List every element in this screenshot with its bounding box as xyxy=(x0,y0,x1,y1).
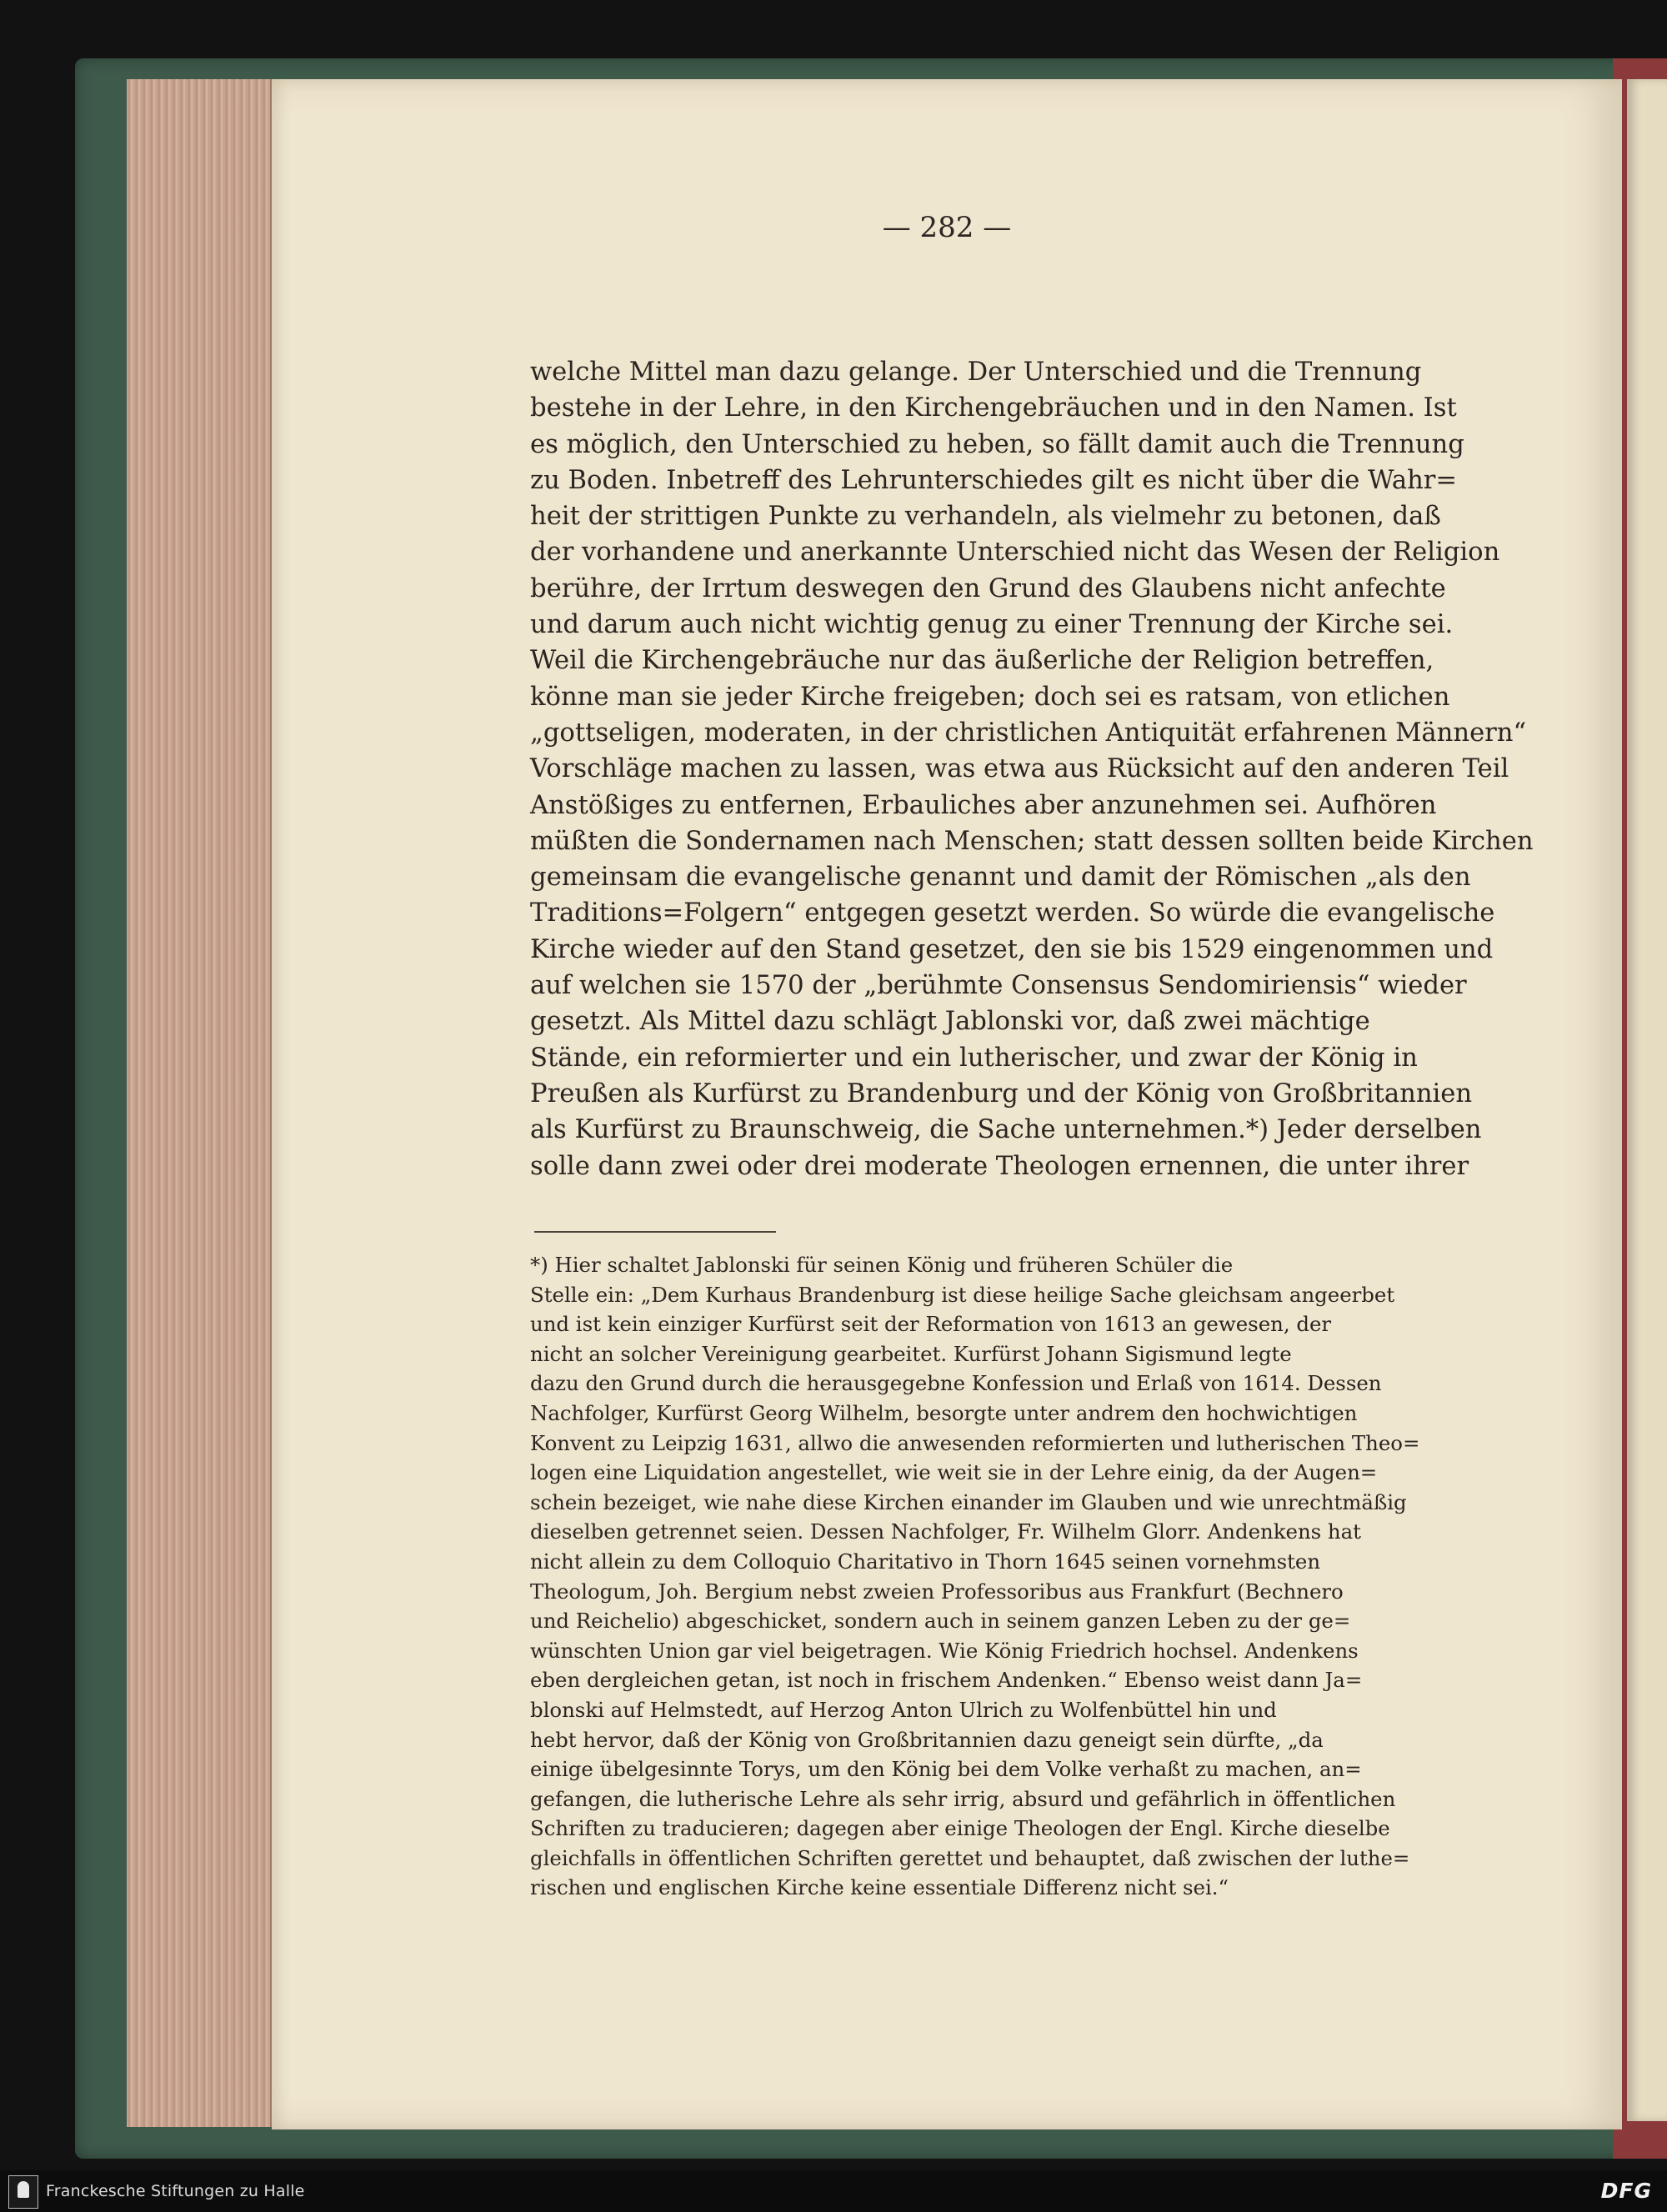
footer-institution: Franckesche Stiftungen zu Halle xyxy=(46,2182,305,2200)
footnote-line: Konvent zu Leipzig 1631, allwo die anwesenden reformierten und lutherischen Theo= xyxy=(530,1430,1420,1455)
footnote-line: wünschten Union gar viel beigetragen. Wie König Friedrich hochsel. Andenkens xyxy=(530,1638,1359,1663)
footnote-line: rischen und englischen Kirche keine essentiale Differenz nicht sei.“ xyxy=(530,1875,1229,1900)
footnote-line: dazu den Grund durch die herausgegebne Konfession und Erlaß von 1614. Dessen xyxy=(530,1371,1382,1396)
francke-foundation-logo-icon xyxy=(8,2175,38,2209)
page-stack-edges xyxy=(127,79,272,2127)
footnote-line: und ist kein einziger Kurfürst seit der Reformation von 1613 an gewesen, der xyxy=(530,1312,1332,1337)
footnote xyxy=(530,1250,1454,1903)
body-line: der vorhandene und anerkannte Unterschied nicht das Wesen der Religion xyxy=(530,538,1500,568)
footnote-line: eben dergleichen getan, ist noch in frischem Andenken.“ Ebenso weist dann Ja= xyxy=(530,1668,1363,1693)
footnote-line: Schriften zu traducieren; dagegen aber einige Theologen der Engl. Kirche dieselbe xyxy=(530,1816,1390,1841)
footnote-line: hebt hervor, daß der König von Großbritannien dazu geneigt sein dürfte, „da xyxy=(530,1727,1324,1752)
body-line: müßten die Sondernamen nach Menschen; statt dessen sollten beide Kirchen xyxy=(530,826,1534,856)
footnote-line: und Reichelio) abgeschicket, sondern auch in seinem ganzen Leben zu der ge= xyxy=(530,1609,1351,1634)
footnote-line: dieselben getrennet seien. Dessen Nachfolger, Fr. Wilhelm Glorr. Andenkens hat xyxy=(530,1519,1361,1544)
body-line: und darum auch nicht wichtig genug zu einer Trennung der Kirche sei. xyxy=(530,610,1454,640)
facing-page-edge xyxy=(1627,79,1667,2121)
body-line: heit der strittigen Punkte zu verhandeln, als vielmehr zu betonen, daß xyxy=(530,502,1441,532)
body-line: es möglich, den Unterschied zu heben, so fällt damit auch die Trennung xyxy=(530,429,1464,459)
footnote-line: blonski auf Helmstedt, auf Herzog Anton Ulrich zu Wolfenbüttel hin und xyxy=(530,1697,1277,1722)
footnote-line: Stelle ein: „Dem Kurhaus Brandenburg ist diese heilige Sache gleichsam angeerbet xyxy=(530,1282,1395,1307)
body-line: Preußen als Kurfürst zu Brandenburg und der König von Großbritannien xyxy=(530,1078,1473,1109)
footnote-line: schein bezeiget, wie nahe diese Kirchen einander im Glauben und wie unrechtmäßig xyxy=(530,1489,1407,1514)
footnote-rule xyxy=(534,1231,776,1233)
body-line: berühre, der Irrtum deswegen den Grund des Glaubens nicht anfechte xyxy=(530,573,1446,603)
footnote-line: logen eine Liquidation angestellet, wie weit sie in der Lehre einig, da der Augen= xyxy=(530,1460,1378,1485)
footnote-line: *) Hier schaltet Jablonski für seinen König und früheren Schüler die xyxy=(530,1253,1234,1277)
dfg-logo: DFG xyxy=(1600,2179,1652,2203)
book-page xyxy=(272,79,1622,2129)
footnote-line: gleichfalls in öffentlichen Schriften gerettet und behauptet, daß zwischen der luthe= xyxy=(530,1845,1410,1870)
body-line: Weil die Kirchengebräuche nur das äußerliche der Religion betreffen, xyxy=(530,646,1434,676)
body-line: zu Boden. Inbetreff des Lehrunterschiedes gilt es nicht über die Wahr= xyxy=(530,465,1458,495)
body-line: bestehe in der Lehre, in den Kirchengebräuchen und in den Namen. Ist xyxy=(530,393,1457,423)
body-line: gesetzt. Als Mittel dazu schlägt Jablonski vor, daß zwei mächtige xyxy=(530,1007,1370,1037)
footnote-line: Theologum, Joh. Bergium nebst zweien Professoribus aus Frankfurt (Bechnero xyxy=(530,1579,1344,1604)
body-line: gemeinsam die evangelische genannt und damit der Römischen „als den xyxy=(530,863,1471,893)
body-text xyxy=(530,354,1534,1184)
body-line: solle dann zwei oder drei moderate Theologen ernennen, die unter ihrer xyxy=(530,1151,1469,1181)
body-line: Traditions=Folgern“ entgegen gesetzt werden. So würde die evangelische xyxy=(530,898,1495,928)
viewer-footer xyxy=(0,2170,1667,2212)
body-line: Anstößiges zu entfernen, Erbauliches aber anzunehmen sei. Aufhören xyxy=(530,790,1437,820)
page-number: — 282 — xyxy=(882,211,1012,244)
body-line: könne man sie jeder Kirche freigeben; doch sei es ratsam, von etlichen xyxy=(530,682,1450,712)
footnote-line: einige übelgesinnte Torys, um den König bei dem Volke verhaßt zu machen, an= xyxy=(530,1757,1362,1782)
body-line: als Kurfürst zu Braunschweig, die Sache unternehmen.*) Jeder derselben xyxy=(530,1115,1482,1145)
body-line: Vorschläge machen zu lassen, was etwa aus Rücksicht auf den anderen Teil xyxy=(530,754,1509,784)
footnote-line: nicht an solcher Vereinigung gearbeitet. Kurfürst Johann Sigismund legte xyxy=(530,1341,1292,1366)
footnote-line: nicht allein zu dem Colloquio Charitativo in Thorn 1645 seinen vornehmsten xyxy=(530,1549,1321,1574)
footnote-line: gefangen, die lutherische Lehre als sehr irrig, absurd und gefährlich in öffentlichen xyxy=(530,1786,1396,1811)
body-line: welche Mittel man dazu gelange. Der Unterschied und die Trennung xyxy=(530,358,1422,387)
body-line: Kirche wieder auf den Stand gesetzet, den sie bis 1529 eingenommen und xyxy=(530,934,1494,964)
body-line: „gottseligen, moderaten, in der christlichen Antiquität erfahrenen Männern“ xyxy=(530,718,1527,748)
body-line: auf welchen sie 1570 der „berühmte Consensus Sendomiriensis“ wieder xyxy=(530,971,1467,1001)
footnote-line: Nachfolger, Kurfürst Georg Wilhelm, besorgte unter andrem den hochwichtigen xyxy=(530,1400,1358,1425)
body-line: Stände, ein reformierter und ein lutherischer, und zwar der König in xyxy=(530,1043,1418,1073)
